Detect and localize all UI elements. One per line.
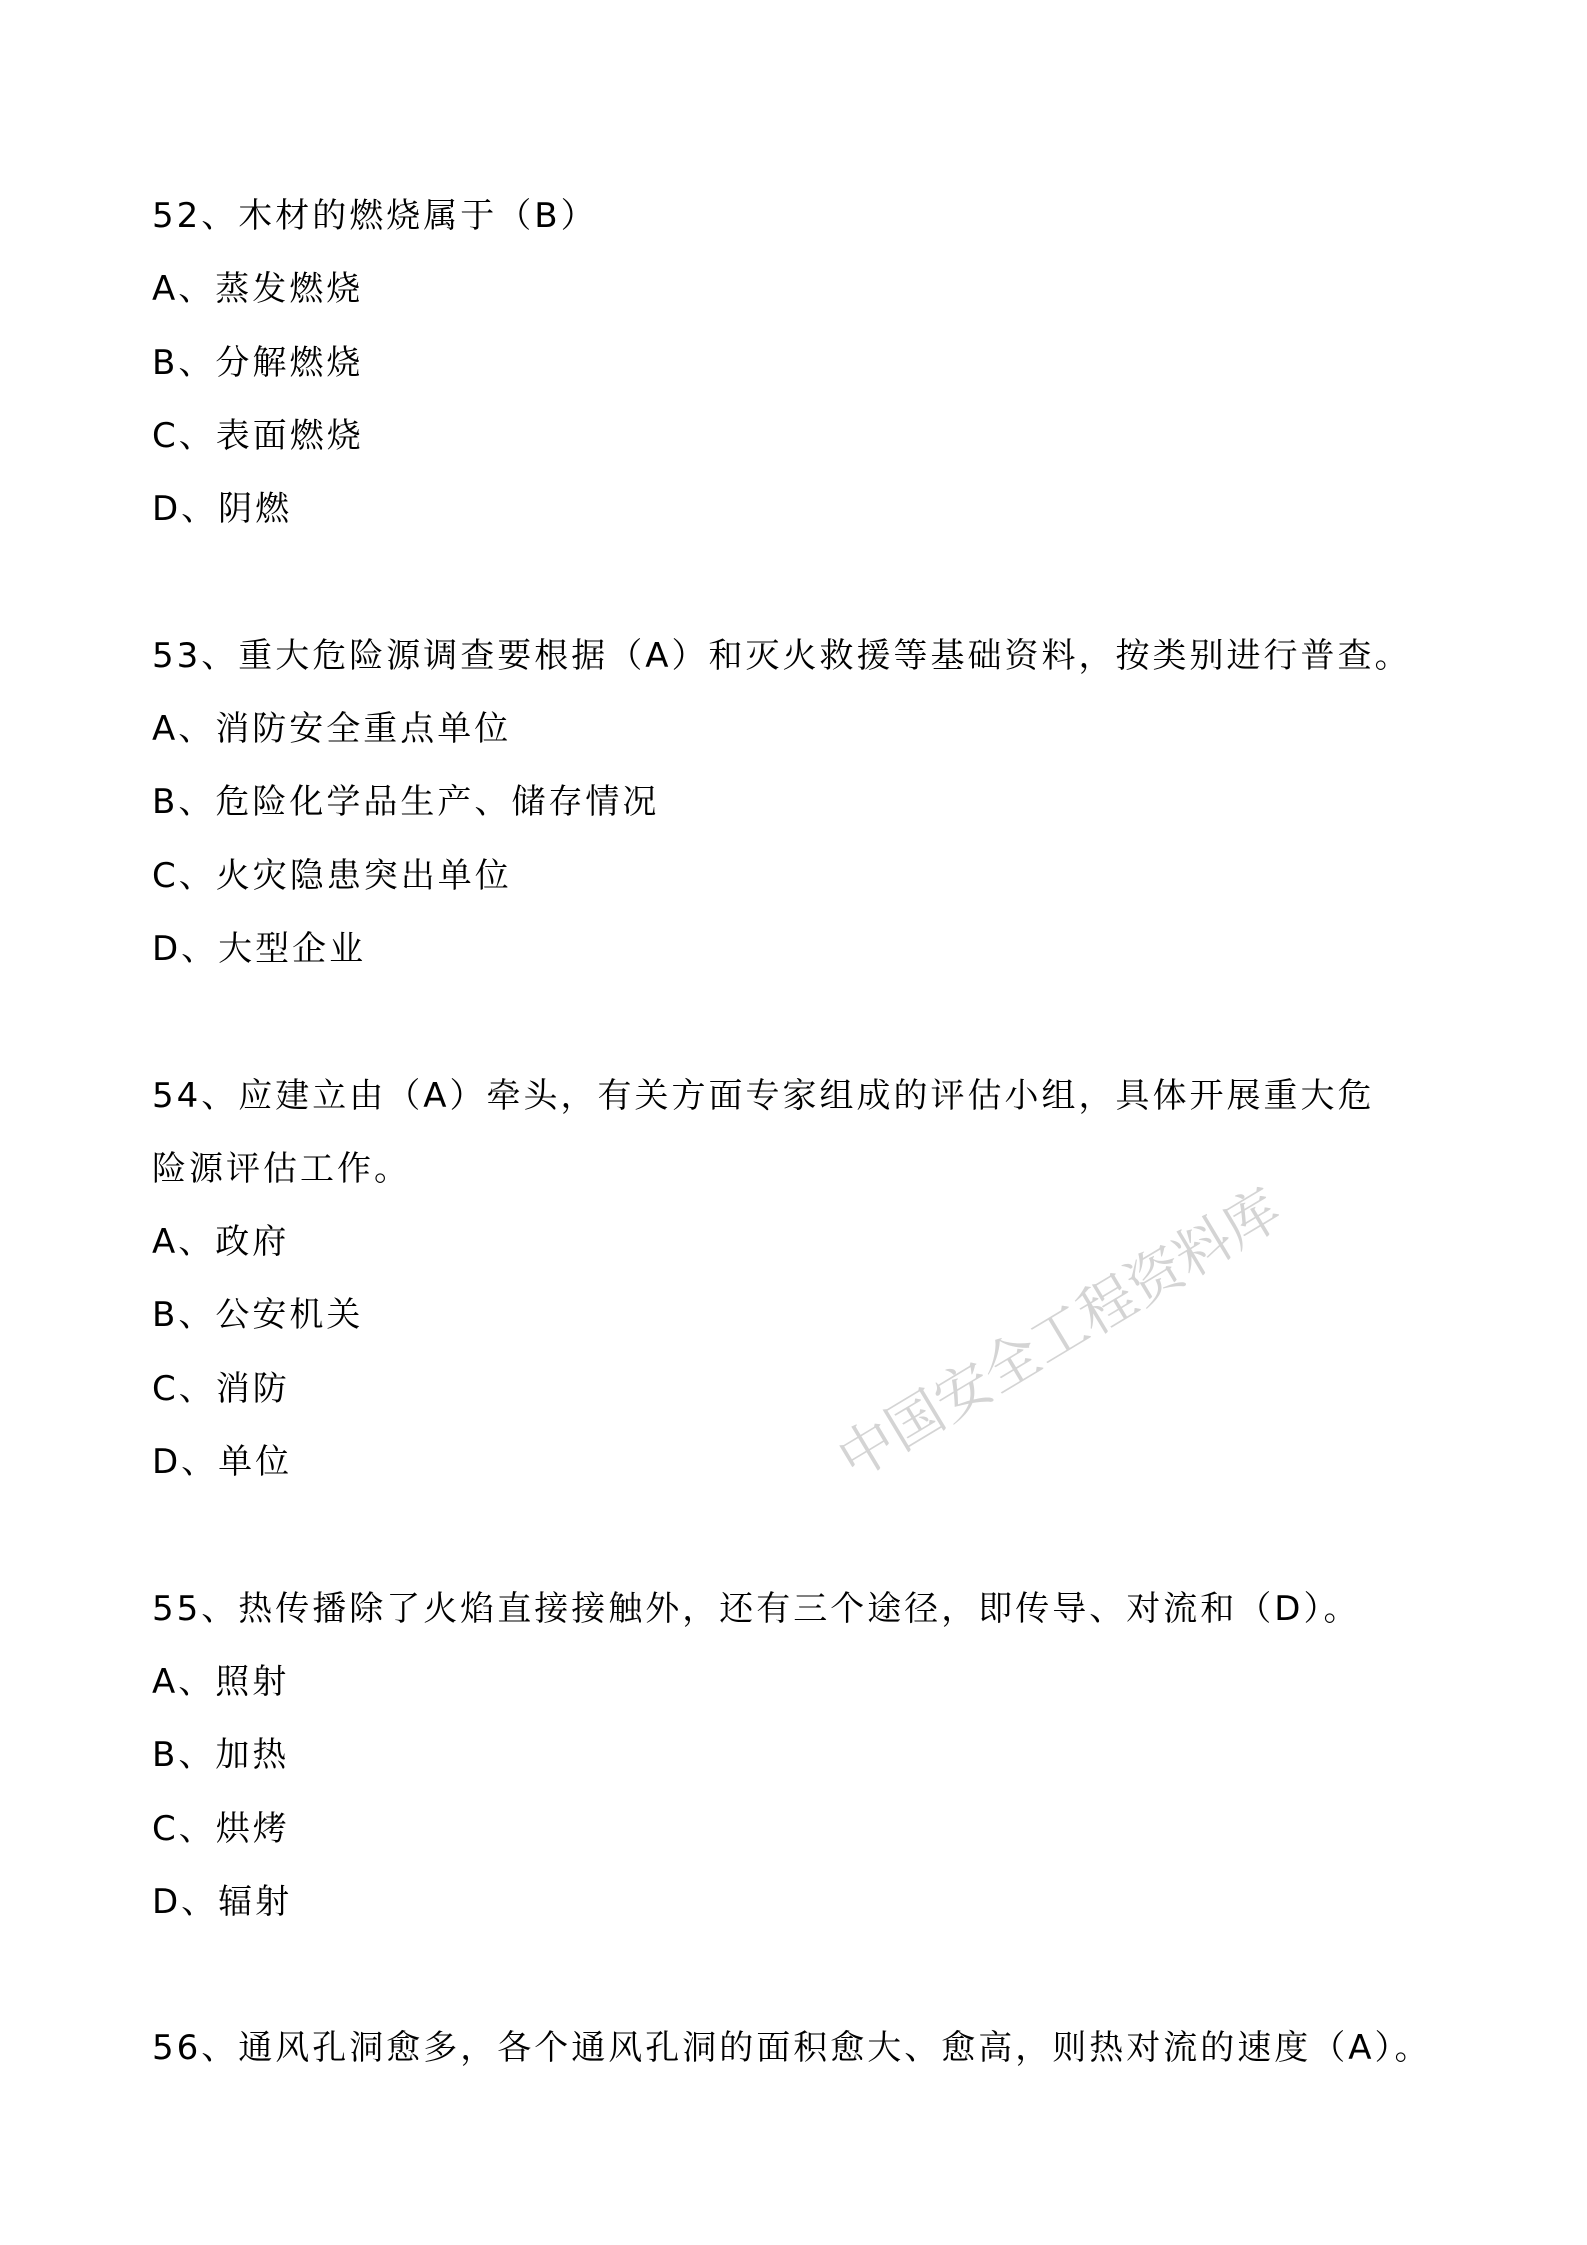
option-b: B、公安机关 [152,1295,364,1336]
option-c: C、烘烤 [152,1808,290,1849]
question-56 [152,2012,1552,2085]
question-54 [152,1060,1552,1500]
option-b: B、加热 [152,1735,290,1776]
option-d: D、大型企业 [152,928,367,969]
option-a: A、蒸发燃烧 [152,269,364,310]
question-stem: 53、重大危险源调查要根据（A）和灭火救援等基础资料，按类别进行普查。 [152,635,1412,676]
option-a: A、照射 [152,1661,290,1702]
option-c: C、消防 [152,1368,290,1409]
question-stem-continued: 险源评估工作。 [152,1148,411,1189]
watermark: 中国安全工程资料库 [826,1176,1293,1493]
question-stem: 52、木材的燃烧属于（B） [152,196,598,236]
question-52 [152,180,1552,546]
option-d: D、辐射 [152,1881,293,1922]
question-stem: 56、通风孔洞愈多，各个通风孔洞的面积愈大、愈高，则热对流的速度（A）。 [152,2028,1432,2069]
option-c: C、火灾隐患突出单位 [152,855,512,896]
option-c: C、表面燃烧 [152,415,364,456]
option-d: D、单位 [152,1442,293,1483]
option-d: D、阴燃 [152,489,293,530]
question-stem: 54、应建立由（A）牵头，有关方面专家组成的评估小组，具体开展重大危 [152,1075,1375,1116]
question-stem: 55、热传播除了火焰直接接触外，还有三个途径，即传导、对流和（D）。 [152,1588,1361,1629]
option-b: B、分解燃烧 [152,342,364,383]
question-53 [152,620,1552,986]
question-list [152,180,1552,2086]
option-b: B、危险化学品生产、储存情况 [152,782,660,823]
option-a: A、政府 [152,1222,290,1263]
question-55 [152,1573,1552,1939]
option-a: A、消防安全重点单位 [152,709,512,750]
